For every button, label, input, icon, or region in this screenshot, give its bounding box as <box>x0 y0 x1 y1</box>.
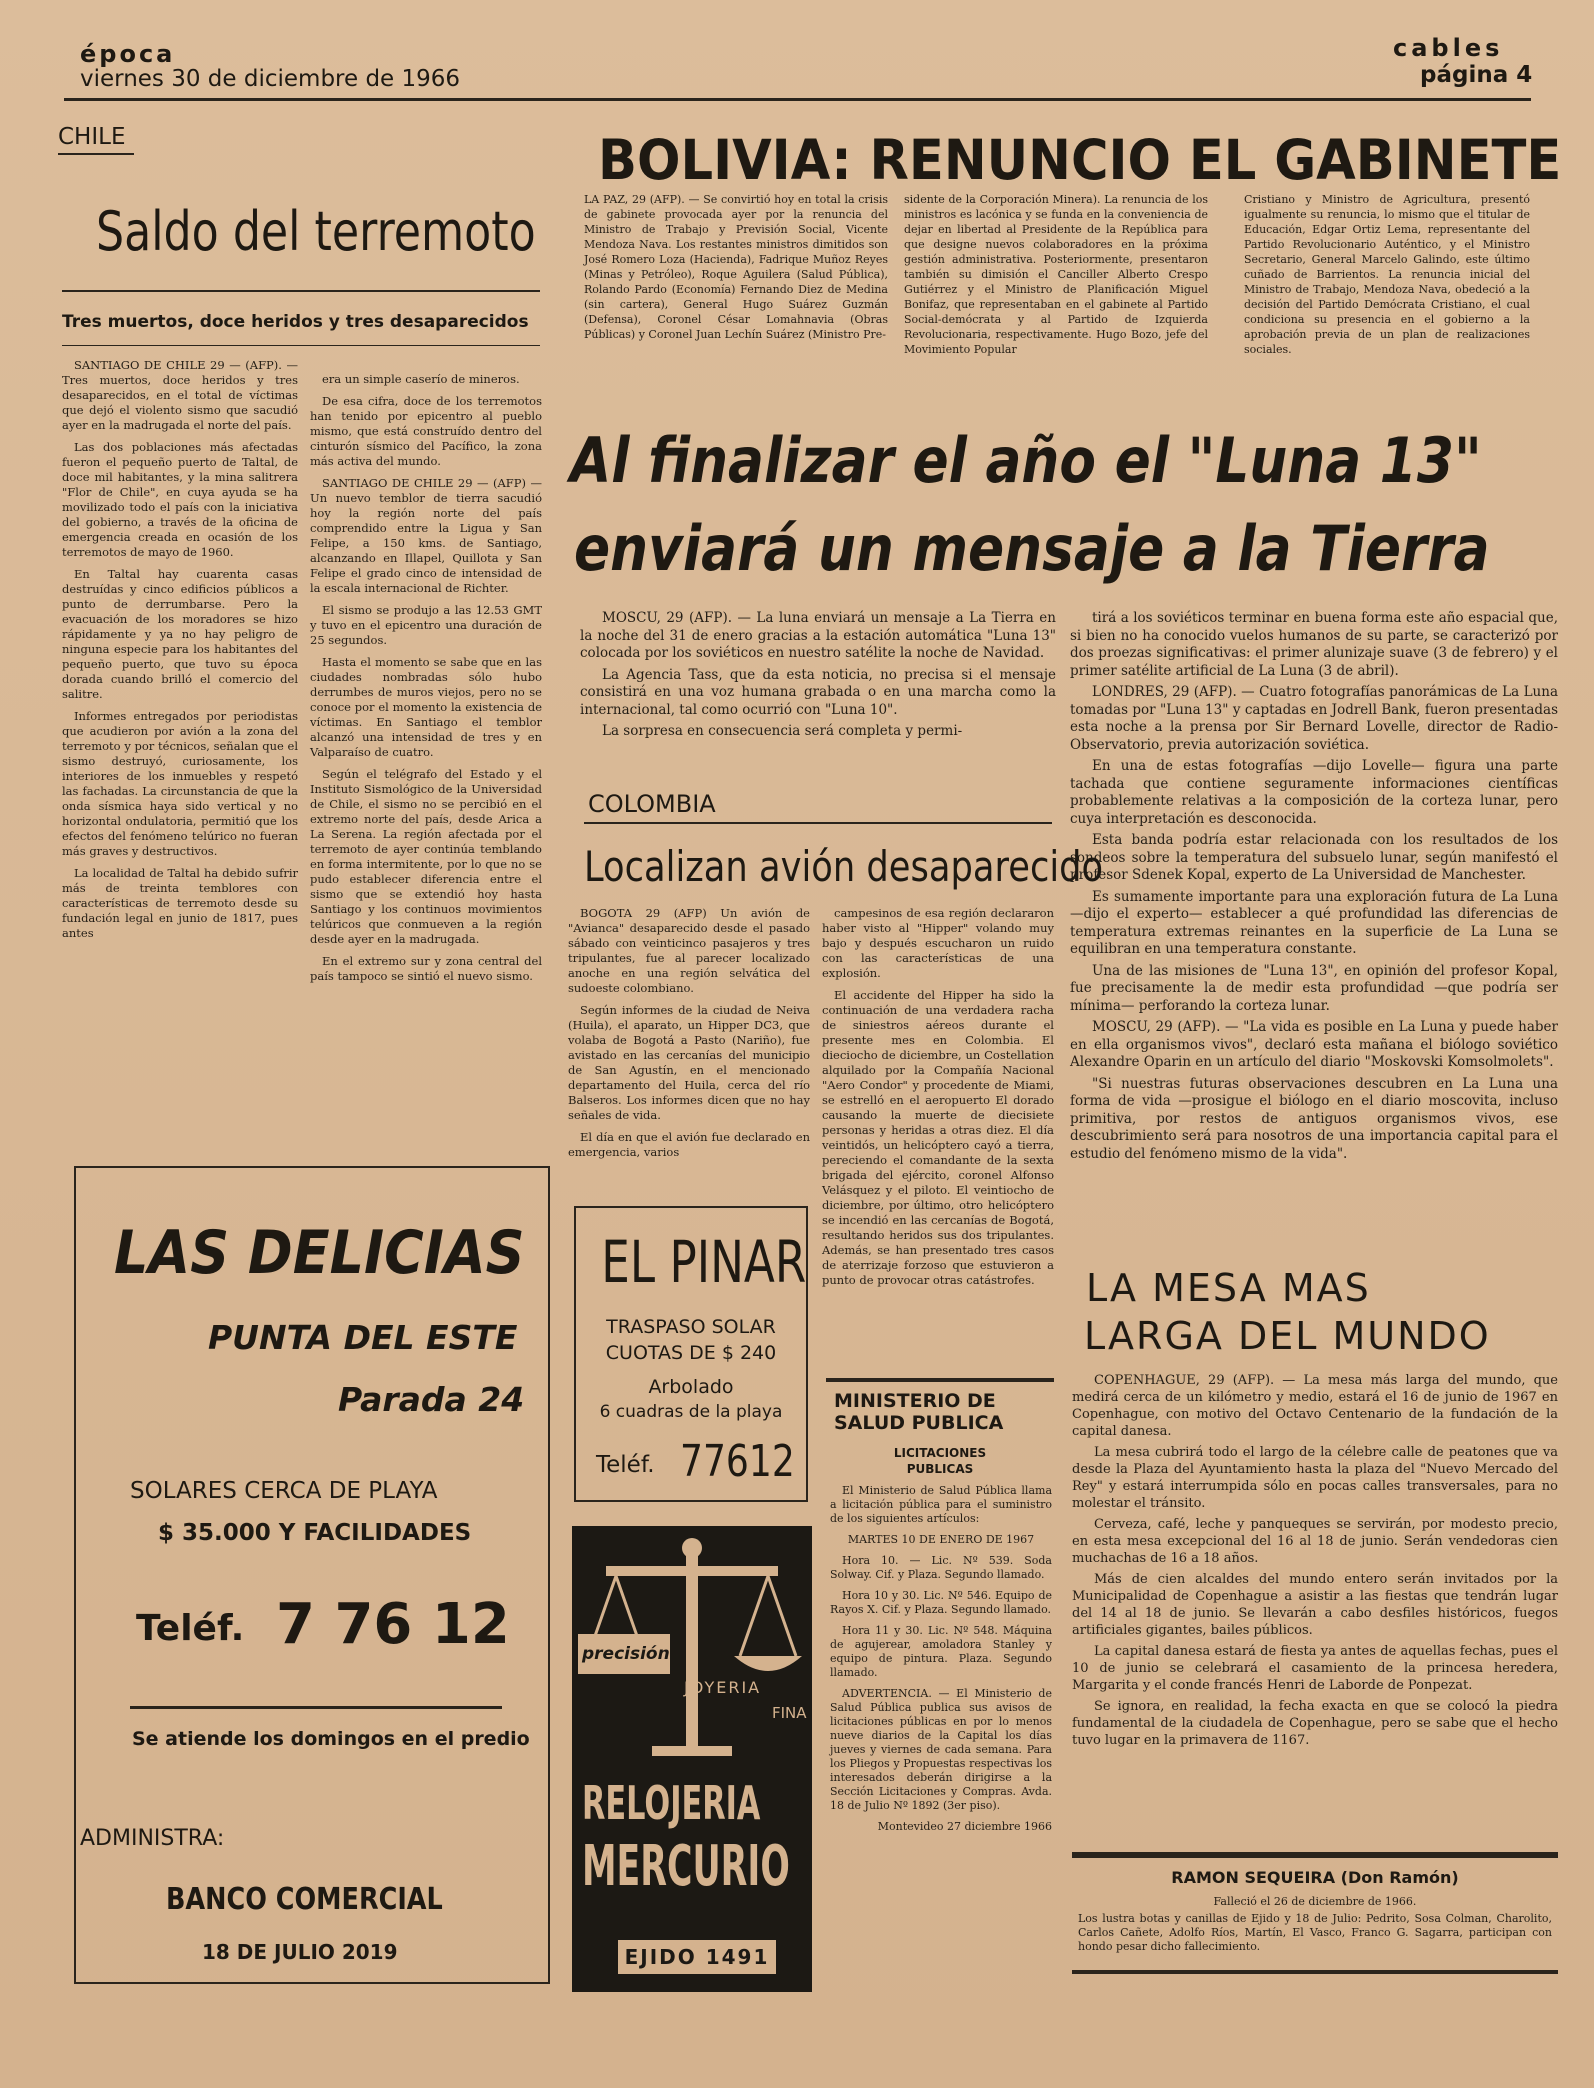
ad-mercurio <box>572 1526 812 1992</box>
ad-delicias-admin: BANCO COMERCIAL <box>166 1882 443 1917</box>
obituary-died: Falleció el 26 de diciembre de 1966. <box>1213 1895 1417 1908</box>
paragraph: LONDRES, 29 (AFP). — Cuatro fotografías panorámicas de La Luna tomadas por "Luna 13" y captadas en Jodrell Bank, fueron presentadas esta noche a la prensa por Sir Bernard Lovelle, director de Radio-Observatorio, previa autorización soviética. <box>1070 684 1558 753</box>
chile-headline: Saldo del terremoto <box>96 200 536 263</box>
ad-delicias-tel: 7 76 12 <box>276 1592 510 1657</box>
paragraph: El sismo se produjo a las 12.53 GMT y tuvo en el epicentro una duración de 25 segundos. <box>310 603 542 647</box>
ad-delicias-title: LAS DELICIAS <box>114 1218 525 1288</box>
paragraph: La sorpresa en consecuencia será completa y permi- <box>602 723 963 739</box>
chile-column-1 <box>62 358 298 948</box>
ministerio-advertencia: ADVERTENCIA. — El Ministerio de Salud Pública publica sus avisos de licitaciones públicas en por lo menos nueve diarios de la Capital los días jueves y viernes de cada semana. Para los Pliegos y Propuestas respectivas los interesados deberán dirigirse a la Sección Licitaciones y Compras. Avda. 18 de Julio Nº 1892 (3er piso). <box>830 1687 1052 1812</box>
paragraph: era un simple caserío de mineros. <box>322 372 520 386</box>
paragraph: Una de las misiones de "Luna 13", en opinión del profesor Kopal, fue precisamente la de medir esta profundidad —que podría ser mínima— perforando la corteza lunar. <box>1070 962 1558 1014</box>
issue-date: viernes 30 de diciembre de 1966 <box>80 66 461 92</box>
ministerio-sub-1: LICITACIONES <box>893 1446 987 1460</box>
ministerio-date-head: MARTES 10 DE ENERO DE 1967 <box>847 1533 1035 1546</box>
ad-pinar-tel: 77612 <box>680 1436 795 1487</box>
paragraph: MOSCU, 29 (AFP). — "La vida es posible en La Luna y puede haber en ella organismos vivos", declaró esta mañana el biólogo soviético Alexandre Oparin en un artículo del diario "Moskovski Komsolmolets". <box>1070 1019 1558 1070</box>
ad-delicias-line2: $ 35.000 Y FACILIDADES <box>158 1520 472 1546</box>
ministerio-title-2: SALUD PUBLICA <box>834 1412 1004 1434</box>
bolivia-column-2: sidente de la Corporación Minera). La renuncia de los ministros es lacónica y se funda en la conveniencia de dejar en libertad al Presidente de la República para que designe nuevos colaboradores en la próxima gestión administrativa. Posteriormente, presentaron también su dimisión el Canciller Alberto Crespo Gutiérrez y el Ministro de Planificación Miguel Bonifaz, que representaban en el gabinete al Partido Social-demócrata y al Partido de Izquierda Revolucionaria, respectivamente. Hugo Bozo, jefe del Movimiento Popular <box>904 193 1208 356</box>
ad-mercurio-tag1: JOYERIA <box>684 1678 762 1697</box>
ministerio-body <box>830 1484 1052 1841</box>
kicker-rule <box>58 153 134 155</box>
obituary-name: RAMON SEQUEIRA (Don Ramón) <box>1171 1868 1459 1887</box>
luna-headline-line1: Al finalizar el año el "Luna 13" <box>570 424 1482 497</box>
paragraph: Según informes de la ciudad de Neiva (Huila), el aparato, un Hipper DC3, que volaba de Bogotá a Pasto (Nariño), fue avistado en las cercanías del municipio de San Agustín, en el mencionado departamento del Huila, cerca del río Balseros. Los informes dicen que no hay señales de vida. <box>568 1003 810 1122</box>
ad-delicias-place: PUNTA DEL ESTE <box>208 1318 518 1357</box>
paragraph: BOGOTA 29 (AFP) Un avión de "Avianca" desaparecido desde el pasado sábado con veinticinco pasajeros y tres tripulantes, fue al parecer localizado anoche en una región selvática del sudoeste colombiano. <box>568 906 810 995</box>
ministerio-title-1: MINISTERIO DE <box>834 1390 996 1412</box>
obituary-bottom-rule <box>1072 1970 1558 1974</box>
paragraph: La Agencia Tass, que da esta noticia, no precisa si el mensaje consistirá en una voz humana grabada o en una marcha como la internacional, tal como ocurrió con "Luna 10". <box>580 666 1056 718</box>
paragraph: tirá a los soviéticos terminar en buena forma este año espacial que, si bien no ha conocido vuelos humanos de su parte, se caracterizó por dos proezas significativas: el primer alunizaje suave (3 de febrero) y el primer satélite artificial de La Luna (3 de abril). <box>1070 610 1558 679</box>
paragraph: De esa cifra, doce de los terremotos han tenido por epicentro al pueblo mismo, que está construído dentro del cinturón sísmico del Pacífico, la zona más activa del mundo. <box>310 394 542 468</box>
ministerio-top-rule <box>826 1378 1054 1382</box>
ad-delicias-admin-label: ADMINISTRA: <box>80 1826 225 1851</box>
mesa-headline-line2: LARGA DEL MUNDO <box>1084 1314 1491 1358</box>
paragraph: La localidad de Taltal ha debido sufrir más de treinta temblores con características de terremoto desde su fundación legal en junio de 1817, pues antes <box>62 866 298 940</box>
chile-kicker: CHILE <box>58 124 126 150</box>
colombia-column-1 <box>568 906 810 1167</box>
paragraph: "Si nuestras futuras observaciones descubren en La Luna una forma de vida —prosigue el biólogo en el diario moscovita, incluso primitiva, por restos de antiguos organismos vivos, ese descubrimiento será para nosotros de una importancia capital para el estudio del fenómeno mismo de la vida". <box>1070 1075 1558 1162</box>
paragraph: En Taltal hay cuarenta casas destruídas y cinco edificios públicos a punto de derrumbarse. Pero la evacuación de los moradores se hizo rápidamente y ya no hay peligro de ninguna especie para los habitantes del pequeño puerto, que tuvo su época dorada cuando brilló el comercio del salitre. <box>62 567 298 701</box>
ministerio-sub-2: PUBLICAS <box>906 1462 974 1476</box>
paper-name: época <box>80 40 176 68</box>
section-name: cables <box>1393 34 1504 62</box>
paragraph: Esta banda podría estar relacionada con los resultados de los sondeos sobre la temperatura del subsuelo lunar, según manifestó el profesor Sdenek Kopal, experto de La Universidad de Manchester. <box>1070 832 1558 883</box>
ministerio-intro: El Ministerio de Salud Pública llama a licitación pública para el suministro de los siguientes artículos: <box>830 1484 1052 1525</box>
paragraph: Cerveza, café, leche y panqueques se servirán, por modesto precio, en esta mesa excepcional del 16 al 18 de junio. Serán vendedoras cien muchachas de 16 a 18 años. <box>1072 1517 1558 1566</box>
ad-las-delicias <box>74 1166 550 1984</box>
mesa-headline-line1: LA MESA MAS <box>1086 1266 1371 1310</box>
paragraph: Hasta el momento se sabe que en las ciudades nombradas sólo hubo derrumbes de muros viejos, pero no se conoce por el momento la existencia de víctimas. En Santiago el temblor alcanzó una intensidad de tres y en Valparaíso de cuatro. <box>310 655 542 759</box>
paragraph: Es sumamente importante para una exploración futura de La Luna —dijo el experto— establecer a qué profundidad las diferencias de temperatura extremas reinantes en la superficie de La Luna se equilibran en una temperatura constante. <box>1070 888 1558 957</box>
paragraph: Informes entregados por periodistas que acudieron por avión a la zona del terremoto y por técnicos, señalan que el sismo destruyó, curiosamente, los interiores de los inmuebles y respetó las fachadas. La circunstancia de que la onda sísmica haya sido vertical y no horizontal ondulatoria, permitió que los efectos del fenómeno telúrico no fueran más graves y destructivos. <box>62 709 298 858</box>
paragraph: En una de estas fotografías —dijo Lovelle— figura una parte tachada que contiene seguramente informaciones científicas probablemente relativas a la composición de la corteza lunar, pero cuya interpretación es desconocida. <box>1070 758 1558 827</box>
ad-pinar-line1: TRASPASO SOLAR <box>606 1316 776 1338</box>
ad-pinar-tel-label: Teléf. <box>596 1452 655 1478</box>
paragraph: campesinos de esa región declararon haber visto al "Hipper" volando muy bajo y después escucharon un ruido con las características de una explosión. <box>822 906 1054 980</box>
ad-pinar-line4: 6 cuadras de la playa <box>599 1402 783 1422</box>
page-number: página 4 <box>1420 62 1533 88</box>
paragraph: Más de cien alcaldes del mundo entero serán invitados por la Municipalidad de Copenhague a asistir a las fiestas que tendrán lugar del 14 al 18 de junio. Se llevarán a cabo desfiles históricos, fuegos artificiales gigantes, bailes públicos. <box>1072 1572 1558 1638</box>
paragraph: SANTIAGO DE CHILE 29 — (AFP) — Un nuevo temblor de tierra sacudió hoy la región norte del país comprendido entre la Ligua y San Felipe, a 150 kms. de Santiago, alcanzando en Illapel, Quillota y San Felipe el grado cinco de intensidad de la escala internacional de Richter. <box>310 476 542 595</box>
paragraph: El día en que el avión fue declarado en emergencia, varios <box>568 1130 810 1159</box>
ad-el-pinar <box>574 1206 808 1502</box>
chile-column-2 <box>310 372 542 991</box>
mesa-body <box>1072 1372 1558 1753</box>
ministerio-item: Hora 10 y 30. Lic. Nº 546. Equipo de Rayos X. Cif. y Plaza. Segundo llamado. <box>830 1589 1052 1616</box>
ad-mercurio-tag2: FINA <box>772 1704 807 1722</box>
colombia-headline: Localizan avión desaparecido <box>584 842 1104 891</box>
masthead-rule <box>64 98 1531 101</box>
paragraph: En el extremo sur y zona central del país tampoco se sintió el nuevo sismo. <box>310 954 542 983</box>
obituary <box>1072 1852 1558 1974</box>
bolivia-column-3: Cristiano y Ministro de Agricultura, presentó igualmente su renuncia, lo mismo que el titular de Educación, Edgar Ortiz Lema, representante del Partido Revolucionario Auténtico, y el Ministro Secretario, General Marcelo Galindo, este último cuñado de Barrientos. La renuncia inicial del Ministro de Trabajo, Mendoza Nava, obedeció a la decisión del Partido Demócrata Cristiano, el cual condiciona su presencia en el gobierno a la aprobación previa de un plan de realizaciones sociales. <box>1244 193 1530 356</box>
ad-mercurio-name1: RELOJERIA <box>582 1776 761 1830</box>
luna-column-2 <box>1070 610 1558 1167</box>
paragraph: Según el telégrafo del Estado y el Instituto Sismológico de la Universidad de Chile, el sismo no se percibió en el extremo norte del país, desde Arica a La Serena. La región afectada por el terremoto de ayer continúa temblando en forma intermitente, por lo que no se pudo establecer diferencia entre el sismo que se extendió hoy hasta Santiago y los continuos movimientos telúricos que conmueven a la región desde ayer en la madrugada. <box>310 767 542 946</box>
ministerio-item: Hora 11 y 30. Lic. Nº 548. Máquina de agujerear, amoladora Stanley y equipo de pintura. Plaza. Segundo llamado. <box>830 1624 1052 1679</box>
ad-pinar-line2: CUOTAS DE $ 240 <box>605 1342 777 1364</box>
paragraph: SANTIAGO DE CHILE 29 — (AFP). — Tres muertos, doce heridos y tres desaparecidos, en el total de víctimas que dejó el violento sismo que sacudió ayer en la madrugada el norte del país. <box>62 358 298 432</box>
ad-rule <box>130 1706 502 1709</box>
paragraph: Se ignora, en realidad, la fecha exacta en que se colocó la piedra fundamental de la ciudadela de Copenhague, pero se sabe que el hecho tuvo lugar en la primavera de 1167. <box>1072 1699 1558 1748</box>
bolivia-headline: BOLIVIA: RENUNCIO EL GABINETE <box>598 128 1562 192</box>
paragraph: La mesa cubrirá todo el largo de la célebre calle de peatones que va desde la Plaza del Ayuntamiento hasta la plaza del "Nuevo Mercado del Rey" y estará interrumpida sólo en pocas calles transversales, para no molestar el tránsito. <box>1072 1445 1558 1511</box>
colombia-kicker: COLOMBIA <box>588 790 716 818</box>
paragraph: El accidente del Hipper ha sido la continuación de una verdadera racha de siniestros aéreos durante el presente mes en Colombia. El dieciocho de diciembre, un Costellation alquilado por la Compañía Nacional "Aero Condor" y procedente de Miami, se estrelló en el aeropuerto El dorado causando la muerte de diecisiete personas y heridas a otras diez. El día veintidós, un helicóptero cayó a tierra, pereciendo el comandante de la sexta brigada del ejército, coronel Alfonso Velásquez y el piloto. El veintiocho de diciembre, por último, otro helicóptero se incendió en las cercanías de Bogotá, resultando heridos sus dos tripulantes. Además, se han presentado tres casos de aterrizaje forzoso que estuvieron a punto de provocar otras catástrofes. <box>822 988 1054 1287</box>
bolivia-column-1: LA PAZ, 29 (AFP). — Se convirtió hoy en total la crisis de gabinete provocada ayer por la renuncia del Ministro de Trabajo y Previsión Social, Vicente Mendoza Nava. Los restantes ministros dimitidos son José Romero Loza (Hacienda), Fadrique Muñoz Reyes (Minas y Petróleo), Roque Aguilera (Salud Pública), Rolando Pardo (Economía) Fernando Diez de Medina (sin cartera), General Hugo Suárez Guzmán (Defensa), Coronel César Lomahnavia (Obras Públicas) y Coronel Juan Lechín Suárez (Ministro Pre- <box>584 193 888 341</box>
luna-headline-line2: enviará un mensaje a la Tierra <box>574 512 1490 585</box>
chile-subtitle: Tres muertos, doce heridos y tres desaparecidos <box>62 312 529 332</box>
ministerio-item: Hora 10. — Lic. Nº 539. Soda Solway. Cif. y Plaza. Segundo llamado. <box>830 1554 1052 1581</box>
paragraph: COPENHAGUE, 29 (AFP). — La mesa más larga del mundo, que medirá cerca de un kilómetro y medio, estará el 16 de junio de 1967 en Copenhague, con motivo del Octavo Centenario de la fundación de la capital danesa. <box>1072 1373 1558 1439</box>
ad-delicias-line1: SOLARES CERCA DE PLAYA <box>130 1478 438 1504</box>
ad-mercurio-brand: precisión <box>582 1644 670 1664</box>
ministerio-footer: Montevideo 27 diciembre 1966 <box>877 1820 1052 1833</box>
ad-mercurio-address: EJIDO 1491 <box>624 1945 770 1969</box>
ministerio-notice <box>826 1368 1060 1972</box>
colombia-column-2 <box>822 906 1054 1295</box>
colombia-rule <box>584 822 1052 824</box>
chile-rule <box>62 290 540 292</box>
obituary-top-rule <box>1072 1852 1558 1858</box>
obituary-text: Los lustra botas y canillas de Ejido y 18 de Julio: Pedrito, Sosa Colman, Charolito, Carlos Cañete, Adolfo Ríos, Martín, El Vasco, Franco G. Sagarra, participan con hondo pesar dicho fallecimiento. <box>1078 1912 1552 1953</box>
ad-delicias-tel-label: Teléf. <box>136 1608 245 1649</box>
ad-pinar-line3: Arbolado <box>648 1376 734 1398</box>
ad-delicias-sunday: Se atiende los domingos en el predio <box>132 1728 530 1750</box>
ad-mercurio-name2: MERCURIO <box>582 1834 790 1899</box>
paragraph: Las dos poblaciones más afectadas fueron el pequeño puerto de Taltal, de doce mil habitantes, y la mina salitrera "Flor de Chile", en cuya ayuda se ha movilizado todo el país con la iniciativa del gobierno, a través de la oficina de emergencia creada en ocasión de los terremotos de mayo de 1960. <box>62 440 298 559</box>
luna-column-1 <box>580 610 1056 745</box>
paragraph: La capital danesa estará de fiesta ya antes de aquellas fechas, pues el 10 de junio se celebrará el casamiento de la princesa heredera, Margarita y el conde francés Henri de Laborde de Ponpezat. <box>1072 1644 1558 1693</box>
ad-delicias-stop: Parada 24 <box>338 1380 525 1419</box>
ad-pinar-title: EL PINAR <box>601 1228 807 1296</box>
chile-sub-rule <box>62 345 540 346</box>
paragraph: MOSCU, 29 (AFP). — La luna enviará un mensaje a La Tierra en la noche del 31 de enero gracias a la estación automática "Luna 13" colocada por los soviéticos en nuestro satélite la noche de Navidad. <box>580 610 1056 661</box>
ad-delicias-address: 18 DE JULIO 2019 <box>202 1940 398 1964</box>
